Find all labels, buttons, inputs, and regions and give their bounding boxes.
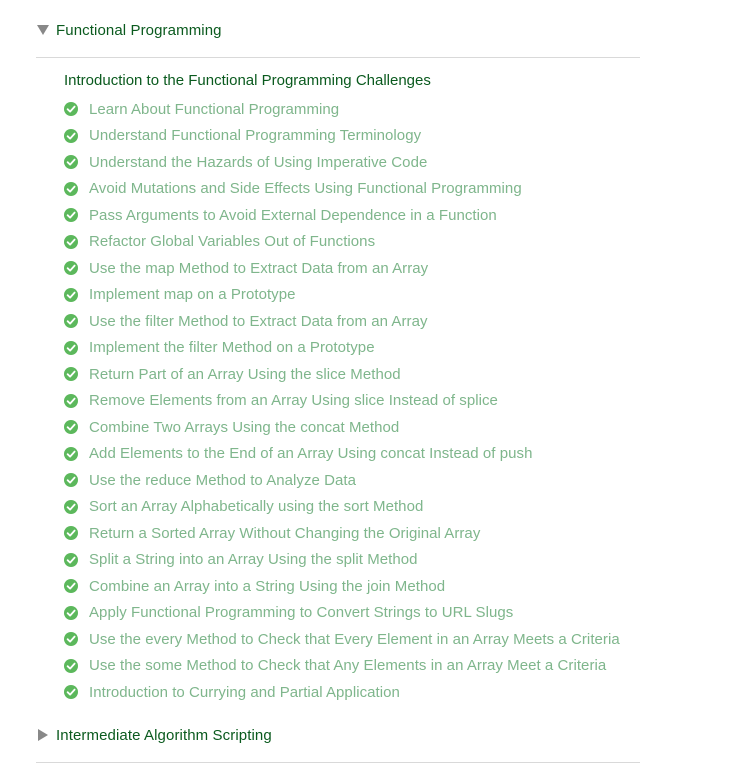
- caret-down-icon: [37, 24, 49, 36]
- challenge-item[interactable]: [64, 96, 620, 123]
- check-circle-icon: [64, 341, 78, 355]
- challenge-label: Split a String into an Array Using the split Method: [89, 551, 418, 569]
- check-circle-icon: [64, 314, 78, 328]
- check-circle-icon: [64, 102, 78, 116]
- challenge-label: Add Elements to the End of an Array Using concat Instead of push: [89, 445, 533, 463]
- check-circle-icon: [64, 606, 78, 620]
- check-circle-icon: [64, 526, 78, 540]
- check-circle-icon: [64, 235, 78, 249]
- challenge-item[interactable]: [64, 626, 620, 653]
- challenge-item[interactable]: [64, 229, 620, 256]
- challenge-item[interactable]: [64, 414, 620, 441]
- challenge-item[interactable]: [64, 494, 620, 521]
- intro-link[interactable]: Introduction to the Functional Programming Challenges: [64, 72, 431, 89]
- check-circle-icon: [64, 394, 78, 408]
- challenge-item[interactable]: [64, 388, 620, 415]
- challenge-label: Use the map Method to Extract Data from an Array: [89, 259, 429, 277]
- check-circle-icon: [64, 553, 78, 567]
- check-circle-icon: [64, 447, 78, 461]
- check-circle-icon: [64, 579, 78, 593]
- check-circle-icon: [64, 473, 78, 487]
- challenge-item[interactable]: [64, 308, 620, 335]
- section-divider: [36, 57, 640, 58]
- check-circle-icon: [64, 659, 78, 673]
- challenge-label: Implement map on a Prototype: [89, 286, 296, 304]
- check-circle-icon: [64, 155, 78, 169]
- check-circle-icon: [64, 367, 78, 381]
- check-circle-icon: [64, 685, 78, 699]
- challenge-item[interactable]: [64, 679, 620, 706]
- challenge-label: Learn About Functional Programming: [89, 100, 340, 118]
- challenge-list: [64, 96, 620, 706]
- challenge-label: Return a Sorted Array Without Changing the Original Array: [89, 524, 481, 542]
- challenge-item[interactable]: [64, 520, 620, 547]
- challenge-item[interactable]: [64, 547, 620, 574]
- challenge-label: Avoid Mutations and Side Effects Using Functional Programming: [89, 180, 522, 198]
- challenge-label: Use the filter Method to Extract Data from an Array: [89, 312, 428, 330]
- section-title: Functional Programming: [56, 21, 222, 39]
- challenge-item[interactable]: [64, 335, 620, 362]
- challenge-item[interactable]: [64, 123, 620, 150]
- caret-right-icon: [37, 729, 49, 741]
- challenge-item[interactable]: [64, 202, 620, 229]
- challenge-item[interactable]: [64, 176, 620, 203]
- challenge-label: Combine an Array into a String Using the join Method: [89, 577, 446, 595]
- check-circle-icon: [64, 208, 78, 222]
- challenge-label: Combine Two Arrays Using the concat Method: [89, 418, 400, 436]
- challenge-item[interactable]: [64, 282, 620, 309]
- section-header-intermediate-algorithm-scripting[interactable]: [37, 723, 272, 747]
- section-divider: [36, 762, 640, 763]
- section-title: Intermediate Algorithm Scripting: [56, 726, 272, 744]
- section-header-functional-programming[interactable]: [37, 18, 222, 42]
- challenge-item[interactable]: [64, 467, 620, 494]
- check-circle-icon: [64, 420, 78, 434]
- challenge-label: Implement the filter Method on a Prototype: [89, 339, 375, 357]
- check-circle-icon: [64, 129, 78, 143]
- challenge-item[interactable]: [64, 361, 620, 388]
- challenge-label: Understand Functional Programming Terminology: [89, 127, 422, 145]
- challenge-label: Refactor Global Variables Out of Functions: [89, 233, 376, 251]
- challenge-item[interactable]: [64, 600, 620, 627]
- challenge-label: Pass Arguments to Avoid External Dependence in a Function: [89, 206, 497, 224]
- challenge-item[interactable]: [64, 441, 620, 468]
- challenge-label: Use the reduce Method to Analyze Data: [89, 471, 357, 489]
- challenge-item[interactable]: [64, 573, 620, 600]
- check-circle-icon: [64, 500, 78, 514]
- challenge-label: Remove Elements from an Array Using slice Instead of splice: [89, 392, 498, 410]
- challenge-item[interactable]: [64, 653, 620, 680]
- challenge-item[interactable]: [64, 255, 620, 282]
- challenge-label: Return Part of an Array Using the slice Method: [89, 365, 401, 383]
- check-circle-icon: [64, 261, 78, 275]
- challenge-label: Use the some Method to Check that Any Elements in an Array Meet a Criteria: [89, 657, 607, 675]
- check-circle-icon: [64, 288, 78, 302]
- challenge-label: Sort an Array Alphabetically using the sort Method: [89, 498, 424, 516]
- check-circle-icon: [64, 632, 78, 646]
- challenge-label: Apply Functional Programming to Convert Strings to URL Slugs: [89, 604, 514, 622]
- challenge-label: Understand the Hazards of Using Imperative Code: [89, 153, 428, 171]
- challenge-label: Introduction to Currying and Partial Application: [89, 683, 400, 701]
- challenge-label: Use the every Method to Check that Every Element in an Array Meets a Criteria: [89, 630, 620, 648]
- check-circle-icon: [64, 182, 78, 196]
- challenge-item[interactable]: [64, 149, 620, 176]
